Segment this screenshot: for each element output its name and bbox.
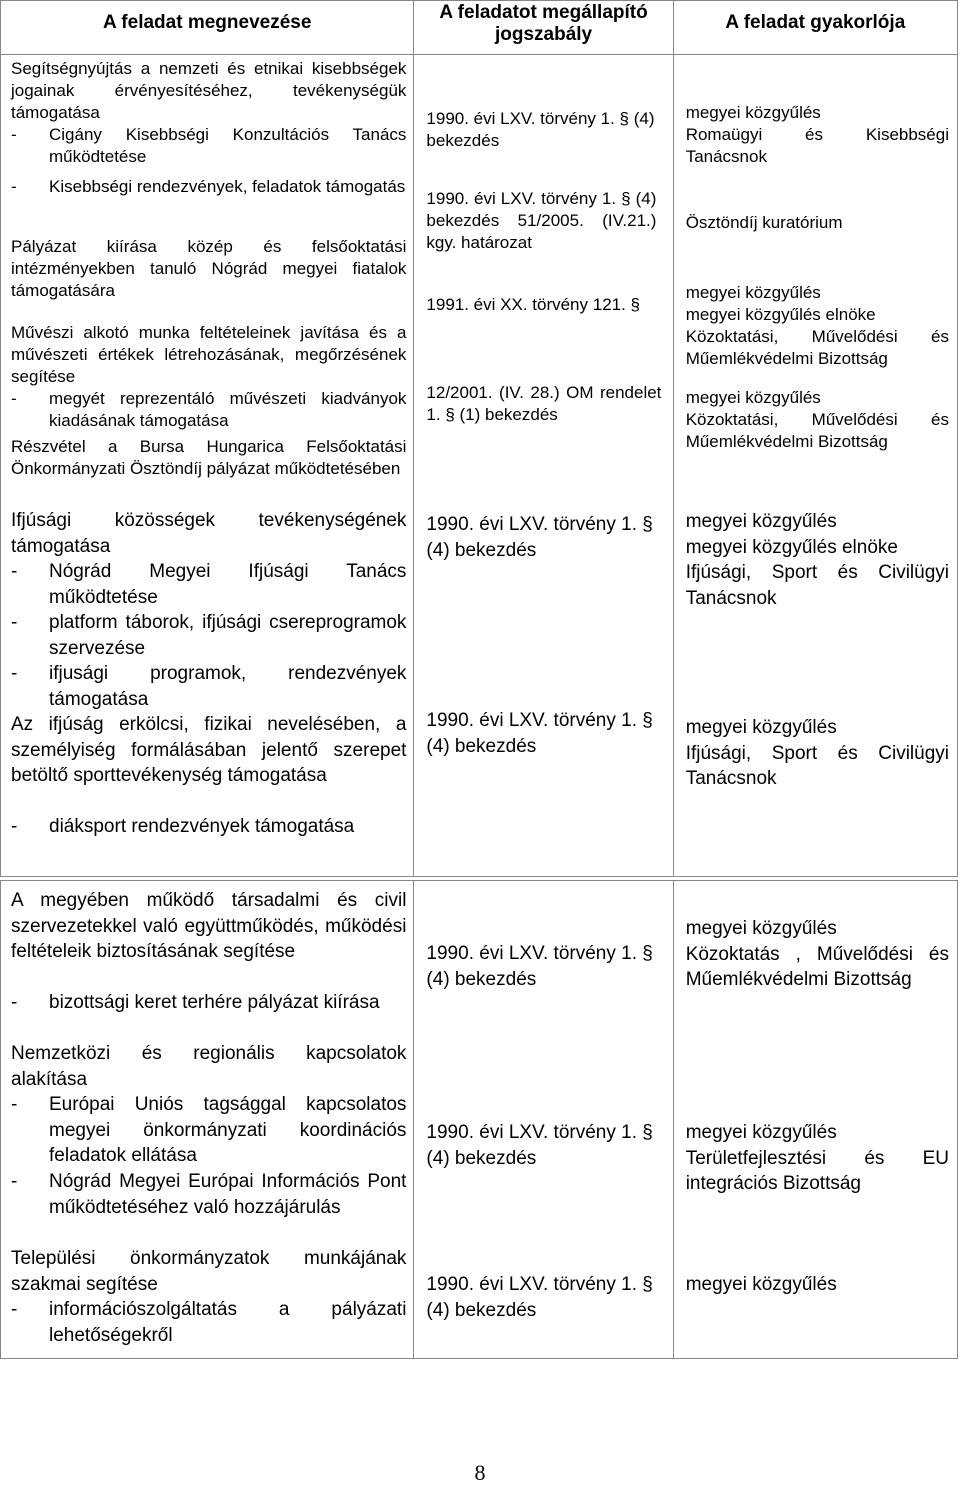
- law-item: 1990. évi LXV. törvény 1. § (4) bekezdés: [426, 1274, 653, 1321]
- header-law: A feladatot megállapító jogszabály: [414, 1, 673, 55]
- holder-item: Ösztöndíj kuratórium: [685, 213, 843, 232]
- holder-text: [674, 888, 957, 1322]
- holder-text: [674, 58, 957, 795]
- list-item: - Cigány Kisebbségi Konzultációs Tanács működtetése: [11, 125, 407, 166]
- law-item: 1990. évi LXV. törvény 1. § (4) bekezdés: [426, 1122, 653, 1169]
- law-item: 1990. évi LXV. törvény 1. § (4) bekezdés 51/2005. (IV.21.) kgy. határozat: [426, 189, 657, 252]
- task-text: [1, 888, 413, 1348]
- list-item-text: információszolgáltatás a pályázati lehetőségekről: [49, 1299, 407, 1346]
- law-item: 12/2001. (IV. 28.) OM rendelet 1. § (1) bekezdés: [426, 383, 662, 424]
- list-item-text: diáksport rendezvények támogatása: [49, 816, 355, 837]
- holder-item: megyei közgyűlés: [685, 1274, 837, 1295]
- list-item-text: Cigány Kisebbségi Konzultációs Tanács működtetése: [49, 125, 407, 166]
- list-item: Részvétel a Bursa Hungarica Felsőoktatási Önkormányzati Ösztöndíj pályázat működtetésében: [11, 437, 407, 478]
- law-item: 1990. évi LXV. törvény 1. § (4) bekezdés: [426, 943, 653, 990]
- page-number: 8: [474, 1460, 486, 1485]
- law-item: 1990. évi LXV. törvény 1. § (4) bekezdés: [426, 710, 653, 757]
- list-item: - Nógrád Megyei Európai Információs Pont működtetéséhez való hozzájárulás: [11, 1171, 407, 1218]
- holder-item: megyei közgyűlés Ifjúsági, Sport és Civilügyi Tanácsnok: [685, 717, 949, 789]
- header-task: A feladat megnevezése: [1, 1, 414, 55]
- list-item-text: megyét reprezentáló művészeti kiadványok kiadásának támogatása: [49, 389, 407, 430]
- list-item-text: ifjusági programok, rendezvények támogatása: [49, 663, 407, 710]
- law-item: 1990. évi LXV. törvény 1. § (4) bekezdés: [426, 109, 655, 150]
- list-item: - platform táborok, ifjúsági csereprogramok szervezése: [11, 612, 407, 659]
- list-item: Települési önkormányzatok munkájának szakmai segítése: [11, 1248, 407, 1295]
- list-item-text: Kisebbségi rendezvények, feladatok támogatás: [49, 177, 406, 196]
- list-item: - diáksport rendezvények támogatása: [11, 816, 355, 837]
- list-item: - ifjusági programok, rendezvények támogatása: [11, 663, 407, 710]
- header-row: [1, 1, 958, 55]
- law-item: 1991. évi XX. törvény 121. §: [426, 295, 641, 314]
- list-item-text: platform táborok, ifjúsági csereprogramok szervezése: [49, 612, 407, 659]
- holder-item: megyei közgyűlés Romaügyi és Kisebbségi Tanácsnok: [685, 103, 949, 166]
- holder-item: megyei közgyűlés Közoktatás , Művelődési és Műemlékvédelmi Bizottság: [685, 918, 949, 990]
- list-item: Pályázat kiírása közép és felsőoktatási intézményekben tanuló Nógrád megyei fiatalok támogatására: [11, 237, 407, 300]
- holder-item: megyei közgyűlés Területfejlesztési és EU integrációs Bizottság: [685, 1122, 949, 1194]
- holder-item: megyei közgyűlés megyei közgyűlés elnöke Ifjúsági, Sport és Civilügyi Tanácsnok: [685, 511, 949, 609]
- list-item: Segítségnyújtás a nemzeti és etnikai kisebbségek jogainak érvényesítéséhez, tevékenységük támogatása: [11, 59, 407, 122]
- task-text: [1, 58, 413, 865]
- law-text: [414, 58, 672, 758]
- holder-item: megyei közgyűlés megyei közgyűlés elnöke Közoktatási, Művelődési és Műemlékvédelmi Bizottság: [685, 283, 949, 368]
- list-item: Nemzetközi és regionális kapcsolatok alakítása: [11, 1043, 407, 1090]
- list-item: - megyét reprezentáló művészeti kiadványok kiadásának támogatása: [11, 389, 407, 430]
- list-item: - információszolgáltatás a pályázati lehetőségekről: [11, 1299, 407, 1346]
- task-cell: [1, 881, 414, 1359]
- law-text: [414, 888, 672, 1322]
- list-item: - Kisebbségi rendezvények, feladatok támogatás: [11, 177, 406, 196]
- table-row: [1, 881, 958, 1359]
- list-item-text: Nógrád Megyei Ifjúsági Tanács működtetése: [49, 561, 407, 608]
- holder-cell: [673, 55, 957, 877]
- list-item: - Európai Uniós tagsággal kapcsolatos megyei önkormányzati koordinációs feladatok ellátása: [11, 1094, 407, 1166]
- task-cell: [1, 55, 414, 877]
- list-item: Ifjúsági közösségek tevékenységének támogatása: [11, 510, 407, 557]
- list-item: - bizottsági keret terhére pályázat kiírása: [11, 992, 380, 1013]
- list-item-text: Európai Uniós tagsággal kapcsolatos megyei önkormányzati koordinációs feladatok ellátása: [49, 1094, 407, 1166]
- law-cell: [414, 881, 673, 1359]
- law-item: 1990. évi LXV. törvény 1. § (4) bekezdés: [426, 514, 653, 561]
- list-item: A megyében működő társadalmi és civil szervezetekkel való együttműködés, működési feltételeik biztosításának segítése: [11, 890, 407, 962]
- list-item-text: bizottsági keret terhére pályázat kiírása: [49, 992, 380, 1013]
- header-holder: A feladat gyakorlója: [673, 1, 957, 55]
- holder-cell: [673, 881, 957, 1359]
- list-item: - Nógrád Megyei Ifjúsági Tanács működtetése: [11, 561, 407, 608]
- list-item-text: Nógrád Megyei Európai Információs Pont működtetéséhez való hozzájárulás: [49, 1171, 407, 1218]
- law-cell: [414, 55, 673, 877]
- list-item: Művészi alkotó munka feltételeinek javítása és a művészeti értékek létrehozásának, megőrzésének segítése: [11, 323, 407, 386]
- list-item: Az ifjúság erkölcsi, fizikai nevelésében, a személyiség formálásában jelentő szerepet betöltő sporttevékenység támogatása: [11, 714, 407, 786]
- holder-item: megyei közgyűlés Közoktatási, Művelődési és Műemlékvédelmi Bizottság: [685, 388, 949, 451]
- task-table-2: [0, 880, 958, 1359]
- table-row: [1, 55, 958, 877]
